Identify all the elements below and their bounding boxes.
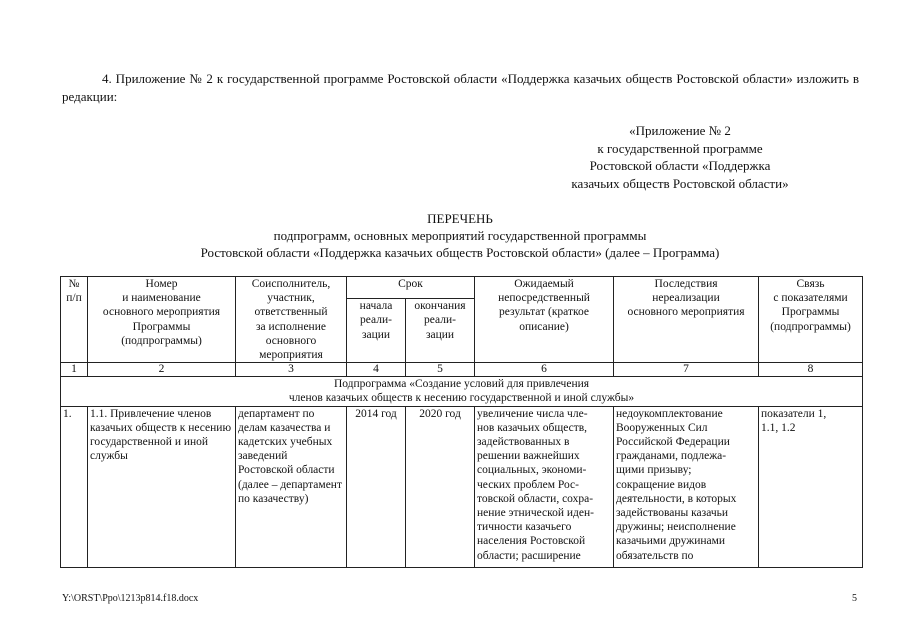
header-row [61,277,863,299]
header-link: Связь с показателями Программы (подпрограммы) [759,277,863,363]
title-line: подпрограмм, основных мероприятий государственной программы [273,228,647,243]
row-consequences: недоукомплектование Вооруженных Сил Российской Федерации гражданами, подлежа- щими призыву; сокращение видов деятельности, в которых задействованы казачьи дружины; неисполнение казачьими дружинами обязательств по [614,406,759,567]
appendix-reference [560,122,800,192]
activities-table [60,276,863,568]
appendix-line: «Приложение № 2 [629,123,731,138]
row-name: 1.1. Привлечение членов казачьих обществ к несению государственной и иной службы [88,406,236,567]
subprogram-title: Подпрограмма «Создание условий для привлечения членов казачьих обществ к несению государственной и иной службы» [61,377,863,406]
appendix-line: Ростовской области «Поддержка [589,158,771,173]
header-term: Срок [347,277,475,299]
header-name: Номер и наименование основного мероприятия Программы (подпрограммы) [88,277,236,363]
appendix-line: к государственной программе [597,140,763,156]
row-num: 1. [61,406,88,567]
column-number: 6 [475,363,614,377]
column-number: 3 [236,363,347,377]
header-num: № п/п [61,277,88,363]
row-link: показатели 1, 1.1, 1.2 [759,406,863,567]
row-end: 2020 год [406,406,475,567]
title-line: Ростовской области «Поддержка казачьих обществ Ростовской области» (далее – Программа) [200,245,720,260]
intro-paragraph: 4. Приложение № 2 к государственной программе Ростовской области «Поддержка казачьих обществ Ростовской области» изложить в редакции: [62,71,859,104]
header-result: Ожидаемый непосредственный результат (краткое описание) [475,277,614,363]
column-number: 2 [88,363,236,377]
row-result: увеличение числа чле- нов казачьих обществ, задействованных в решении важнейших социальных, экономи- ческих проблем Рос- товской области, сохра- нение этнической иден- тичности казачьего населения Ростовской области; расширение [475,406,614,567]
row-executor: департамент по делам казачества и кадетских учебных заведений Ростовской области (далее – департамент по казачеству) [236,406,347,567]
header-end: окончания реали- зации [406,299,475,363]
column-number: 7 [614,363,759,377]
subprogram-row [61,377,863,406]
document-title [60,210,860,261]
column-number: 4 [347,363,406,377]
header-start: начала реали- зации [347,299,406,363]
header-executor: Соисполнитель, участник, ответственный за исполнение основного мероприятия [236,277,347,363]
row-start: 2014 год [347,406,406,567]
page-number: 5 [852,593,857,604]
appendix-line: казачьих обществ Ростовской области» [571,175,789,191]
column-number-row [61,363,863,377]
table-row [61,406,863,567]
title-heading: ПЕРЕЧЕНЬ [427,211,493,226]
column-number: 1 [61,363,88,377]
header-consequences: Последствия нереализации основного мероприятия [614,277,759,363]
column-number: 8 [759,363,863,377]
file-path: Y:\ORST\Ppo\1213p814.f18.docx [62,593,199,604]
column-number: 5 [406,363,475,377]
